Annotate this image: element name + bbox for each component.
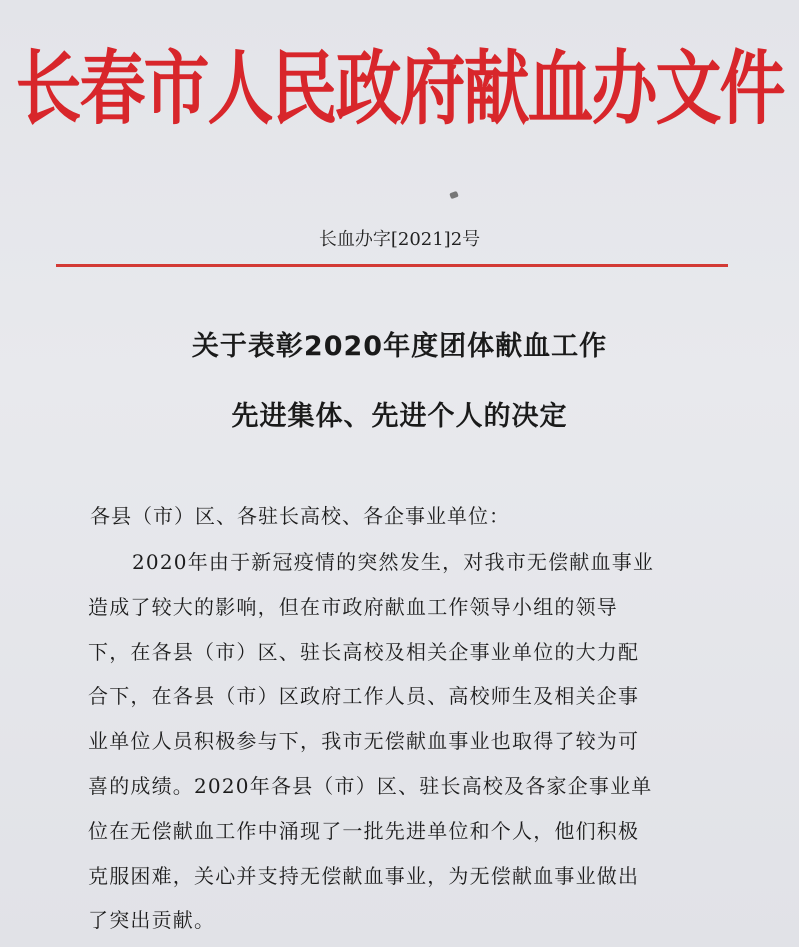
body-line: 下，在各县（市）区、驻长高校及相关企事业单位的大力配 [88,639,640,664]
body-line: 喜的成绩。2020年各县（市）区、驻长高校及各家企事业单 [88,773,653,798]
body-line: 造成了较大的影响，但在市政府献血工作领导小组的领导 [88,594,618,619]
salutation: 各县（市）区、各驻长高校、各企事业单位： [90,504,510,528]
document-title-line-1: 关于表彰2020年度团体献血工作 [191,331,608,362]
document-number: 长血办字[2021]2号 [318,229,481,250]
body-line: 合下，在各县（市）区政府工作人员、高校师生及相关企事 [88,684,640,709]
issuer-header: 长春市人民政府献血办文件 [15,40,784,137]
body-line: 2020年由于新冠疫情的突然发生，对我市无偿献血事业 [132,550,655,574]
document-title-line-2: 先进集体、先进个人的决定 [231,401,568,432]
body-line: 克服困难，关心并支持无偿献血事业，为无偿献血事业做出 [88,863,640,888]
paper-mark [449,191,459,199]
body-line: 业单位人员积极参与下，我市无偿献血事业也取得了较为可 [88,729,640,754]
body-line: 位在无偿献血工作中涌现了一批先进单位和个人，他们积极 [88,818,640,843]
body-paragraph [88,540,728,943]
red-divider [56,264,728,267]
body-line: 了突出贡献。 [88,908,216,933]
